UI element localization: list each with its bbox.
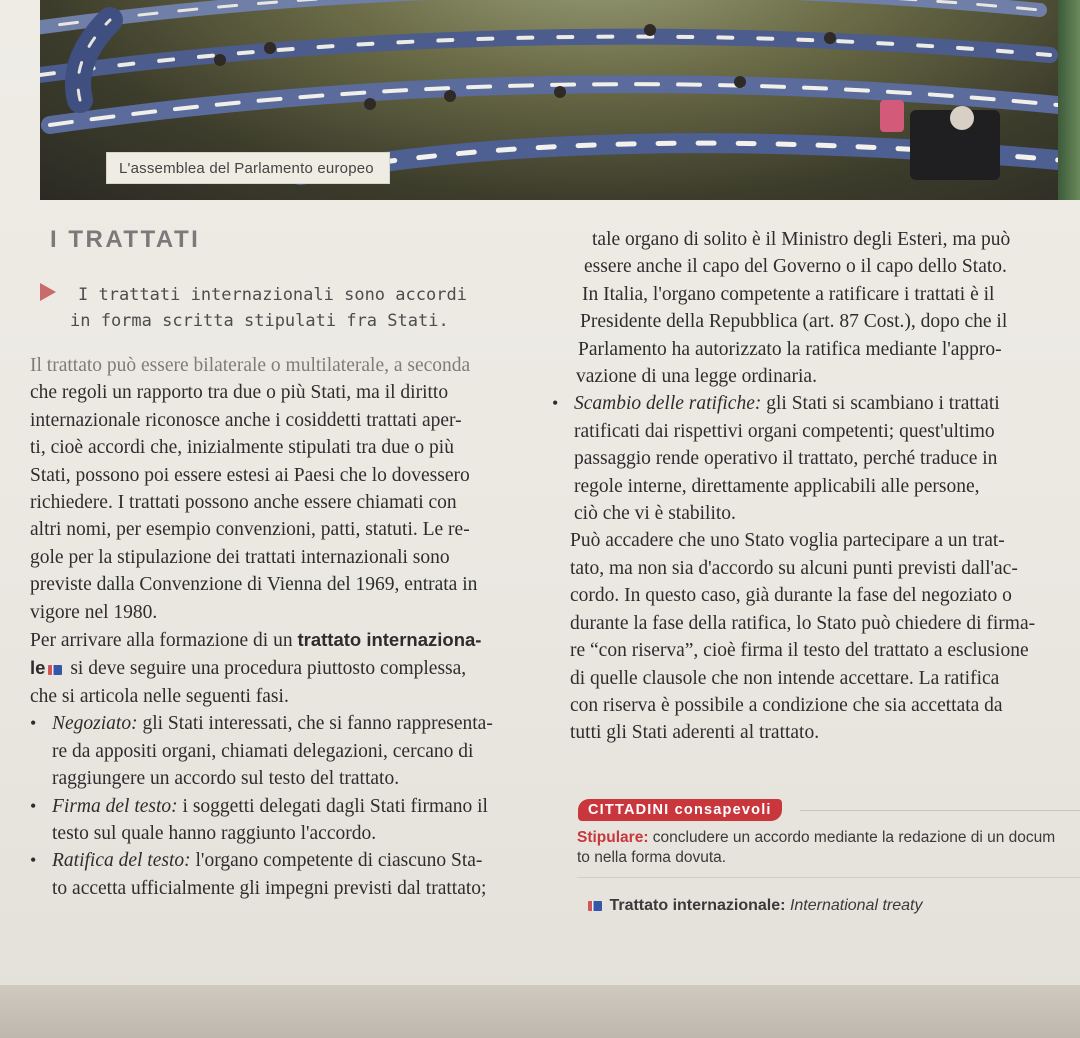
text-line: Stati, possono poi essere estesi ai Paesi che lo dovessero	[30, 464, 470, 486]
list-item	[30, 710, 550, 737]
definition-line	[577, 828, 1080, 848]
procedure-list	[30, 710, 550, 902]
text-line: Può accadere che uno Stato voglia partecipare a un trat-	[570, 530, 1005, 552]
triangle-marker-icon	[40, 283, 56, 301]
parliament-photo	[40, 0, 1058, 200]
list-item	[30, 847, 550, 874]
text-line: ciò che vi è stabilito.	[574, 503, 736, 525]
text-line: cordo. In questo caso, già durante la fase del negoziato o	[570, 585, 1012, 607]
text-line: ti, cioè accordi che, inizialmente stipulati tra due o più	[30, 437, 454, 459]
paragraph-2	[30, 626, 550, 710]
text-line: re “con riserva”, cioè firma il testo del trattato a esclusione	[570, 640, 1029, 662]
translation-term: Trattato internazionale:	[609, 897, 786, 914]
page-edge	[1058, 0, 1080, 200]
text-fragment: i soggetti delegati dagli Stati firmano il	[177, 795, 488, 817]
text-line: tutti gli Stati aderenti al trattato.	[570, 722, 820, 744]
uk-flag-icon	[588, 901, 602, 911]
text-fragment: concludere un accordo mediante la redazione di un docum	[648, 829, 1056, 846]
text-line: tato, ma non sia d'accordo su alcuni punti previsti dall'ac-	[570, 557, 1018, 579]
text-line: altri nomi, per esempio convenzioni, patti, statuti. Le re-	[30, 519, 470, 541]
text-line: vazione di una legge ordinaria.	[576, 366, 817, 388]
text-line: di quelle clausole che non intende accettare. La ratifica	[570, 667, 1000, 689]
cittadini-badge: CITTADINI consapevoli	[578, 799, 782, 821]
text-line: gole per la stipulazione dei trattati internazionali sono	[30, 546, 450, 568]
text-line: previste dalla Convenzione di Vienna del 1969, entrata in	[30, 574, 478, 596]
text-line: Presidente della Repubblica (art. 87 Cost.), dopo che il	[580, 311, 1008, 333]
glossary-translation	[585, 897, 922, 915]
person-in-pink	[880, 100, 904, 132]
text-line: Il trattato può essere bilaterale o multilaterale, a seconda	[30, 355, 471, 376]
bullet-term: Scambio delle ratifiche:	[574, 393, 762, 415]
text-fragment: Per arrivare alla formazione di un	[30, 630, 298, 652]
key-term: trattato internaziona-	[297, 629, 482, 651]
text-line: to accetta ufficialmente gli impegni previsti dal trattato;	[52, 877, 487, 899]
text-line: che si articola nelle seguenti fasi.	[30, 685, 289, 707]
text-line: ratificati dai rispettivi organi competenti; quest'ultimo	[574, 420, 995, 442]
lead-definition	[70, 282, 518, 334]
text-line: passaggio rende operativo il trattato, perché traduce in	[574, 448, 998, 470]
text-line: durante la fase della ratifica, lo Stato può chiedere di firma-	[570, 612, 1036, 634]
text-line: regole interne, direttamente applicabili alle persone,	[574, 475, 980, 497]
bullet-term: Negoziato:	[52, 713, 138, 735]
text-line: internazionale riconosce anche i cosiddetti trattati aper-	[30, 409, 462, 431]
glossary-definition	[577, 828, 1080, 868]
definition-line: to nella forma dovuta.	[577, 849, 727, 866]
text-line	[30, 626, 550, 654]
text-line: Parlamento ha autorizzato la ratifica mediante l'appro-	[578, 338, 1002, 360]
text-line: re da appositi organi, chiamati delegazioni, cercano di	[52, 740, 474, 762]
page-shadow	[0, 985, 1080, 1038]
text-line: che regoli un rapporto tra due o più Stati, ma il diritto	[30, 382, 449, 404]
divider	[800, 810, 1080, 811]
text-line: raggiungere un accordo sul testo del trattato.	[52, 768, 400, 790]
photo-caption: L'assemblea del Parlamento europeo	[106, 152, 390, 184]
left-column	[30, 352, 550, 902]
key-term: le	[30, 657, 46, 679]
right-column	[570, 226, 1080, 747]
lead-line-1: I trattati internazionali sono accordi	[78, 285, 467, 305]
translation-value: International treaty	[789, 897, 923, 914]
bullet-term: Firma del testo:	[52, 795, 178, 817]
text-line: essere anche il capo del Governo o il capo dello Stato.	[584, 256, 1007, 278]
text-line: tale organo di solito è il Ministro degli Esteri, ma può	[592, 229, 1011, 250]
text-line: testo sul quale hanno raggiunto l'accordo.	[52, 822, 377, 844]
bullet-term: Ratifica del testo:	[52, 850, 191, 872]
divider	[577, 877, 1080, 878]
section-title: I TRATTATI	[50, 226, 201, 253]
list-item	[30, 793, 550, 820]
glossary-term: Stipulare:	[577, 829, 649, 846]
text-fragment: gli Stati si scambiano i trattati	[761, 393, 1000, 415]
list-item	[552, 390, 1080, 417]
uk-flag-icon	[48, 665, 62, 675]
text-line: vigore nel 1980.	[30, 601, 158, 623]
text-fragment: gli Stati interessati, che si fanno rappresenta-	[137, 713, 493, 735]
text-line	[30, 654, 550, 682]
text-fragment: l'organo competente di ciascuno Sta-	[190, 850, 483, 872]
lead-line-2: in forma scritta stipulati fra Stati.	[70, 311, 449, 331]
paragraph-1	[30, 352, 550, 626]
text-line: richiedere. I trattati possono anche essere chiamati con	[30, 492, 457, 514]
text-line: con riserva è possibile a condizione che sia accettata da	[570, 694, 1003, 716]
text-fragment: si deve seguire una procedura piuttosto complessa,	[65, 658, 467, 680]
text-line: In Italia, l'organo competente a ratificare i trattati è il	[582, 283, 995, 305]
